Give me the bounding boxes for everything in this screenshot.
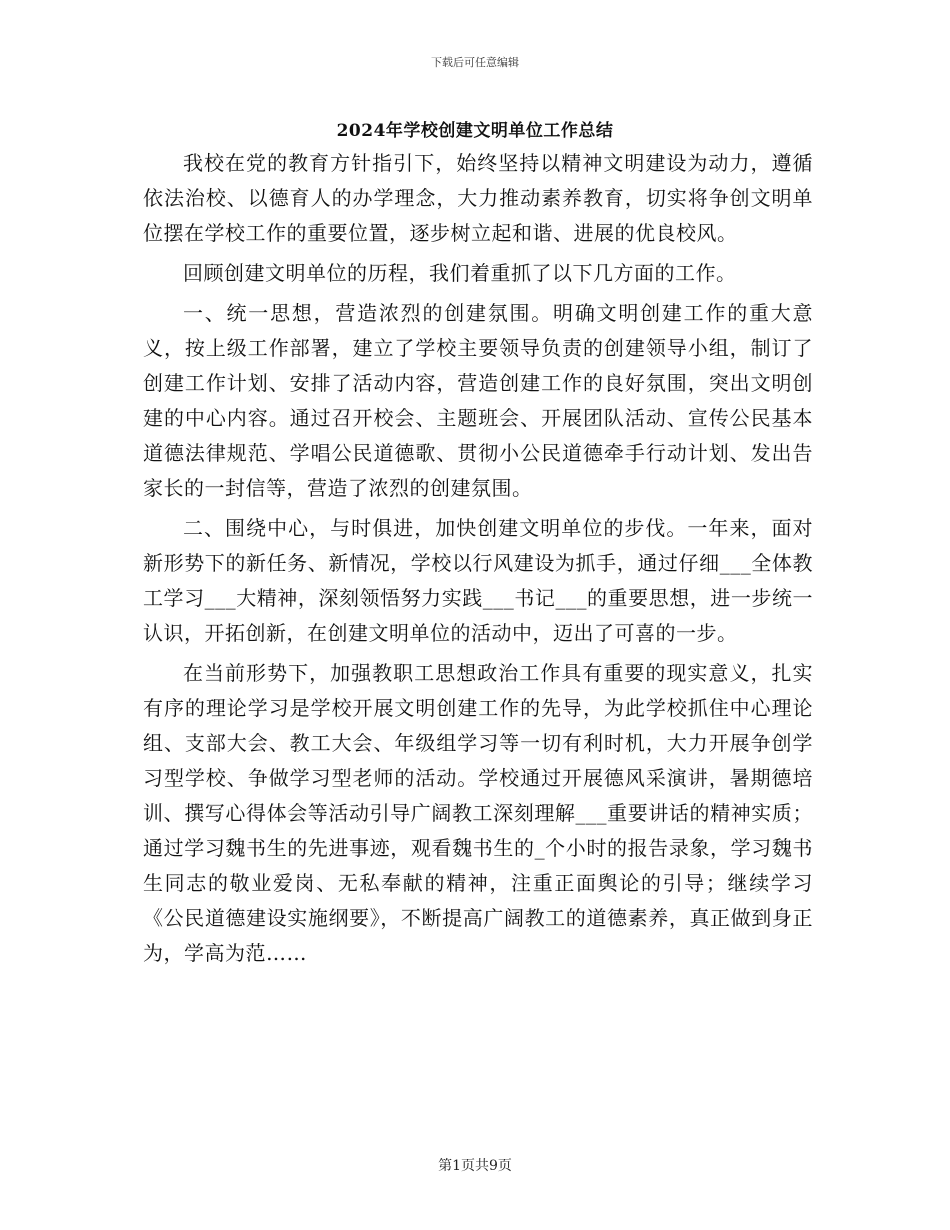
paragraph-intro: 我校在党的教育方针指引下，始终坚持以精神文明建设为动力，遵循依法治校、以德育人的办学理念，大力推动素养教育，切实将争创文明单位摆在学校工作的重要位置，逐步树立起和谐、进展的优良校风。 [143, 151, 813, 245]
document-title: 2024年学校创建文明单位工作总结 [336, 121, 614, 141]
document-body [143, 146, 813, 976]
page-number-footer: 第1页共9页 [438, 1158, 512, 1174]
paragraph-current-situation: 在当前形势下，加强教职工思想政治工作具有重要的现实意义，扎实有序的理论学习是学校开展文明创建工作的先导，为此学校抓住中心理论组、支部大会、教工大会、年级组学习等一切有利时机，大力开展争创学习型学校、争做学习型老师的活动。学校通过开展德风采演讲，暑期德培训、撰写心得体会等活动引导广阔教工深刻理解___重要讲话的精神实质；通过学习魏书生的先进事迹，观看魏书生的_个小时的报告录象，学习魏书生同志的敬业爱岗、无私奉献的精神，注重正面舆论的引导；继续学习《公民道德建设实施纲要》，不断提高广阔教工的道德素养，真正做到身正为，学高为范…… [143, 661, 813, 965]
header-note: 下载后可任意编辑 [431, 56, 519, 69]
paragraph-review: 回顾创建文明单位的历程，我们着重抓了以下几方面的工作。 [183, 261, 737, 285]
paragraph-section-one: 一、统一思想，营造浓烈的创建氛围。明确文明创建工作的重大意义，按上级工作部署，建立了学校主要领导负责的创建领导小组，制订了创建工作计划、安排了活动内容，营造创建工作的良好氛围，突出文明创建的中心内容。通过召开校会、主题班会、开展团队活动、宣传公民基本道德法律规范、学唱公民道德歌、贯彻小公民道德牵手行动计划、发出告家长的一封信等，营造了浓烈的创建氛围。 [143, 301, 813, 500]
paragraph-section-two: 二、围绕中心，与时俱进，加快创建文明单位的步伐。一年来，面对新形势下的新任务、新情况，学校以行风建设为抓手，通过仔细___全体教工学习___大精神，深刻领悟努力实践___书记___的重要思想，进一步统一认识，开拓创新，在创建文明单位的活动中，迈出了可喜的一步。 [143, 516, 813, 645]
